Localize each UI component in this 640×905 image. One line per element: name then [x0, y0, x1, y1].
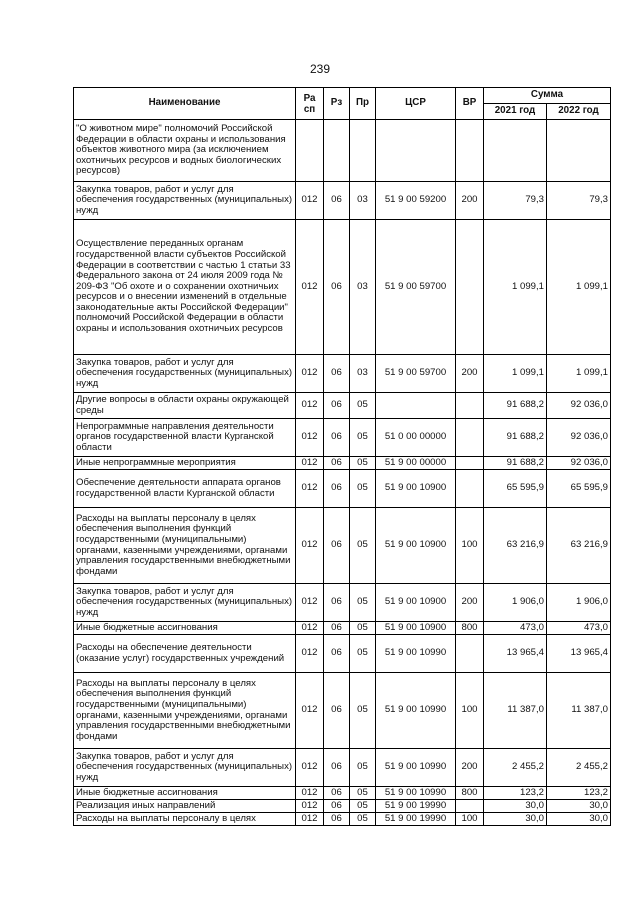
table-row [74, 220, 611, 355]
row-rasp: 012 [296, 470, 324, 508]
row-pr: 05 [350, 470, 376, 508]
row-sum-2021: 30,0 [484, 800, 547, 813]
row-sum-2022: 92 036,0 [547, 393, 611, 419]
row-name: Непрограммные направления деятельности органов государственной власти Курганской области [74, 419, 296, 457]
row-sum-2021: 2 455,2 [484, 749, 547, 787]
row-sum-2021: 473,0 [484, 622, 547, 635]
row-sum-2022 [547, 120, 611, 182]
row-rz: 06 [324, 182, 350, 220]
row-pr: 03 [350, 182, 376, 220]
row-name: Осуществление переданных органам государственной власти субъектов Российской Федерации в соответствии с частью 1 статьи 33 Федерального закона от 24 июля 2009 года № 209-ФЗ "Об охоте и о сохранении охотничьих ресурсов и о внесении изменений в отдельные законодательные акты Российской Федерации" полномочий Российской Федерации в области охраны и использования охотничьих ресурсов [74, 220, 296, 355]
row-csr: 51 0 00 00000 [376, 419, 456, 457]
row-name: Иные бюджетные ассигнования [74, 787, 296, 800]
row-name: Иные бюджетные ассигнования [74, 622, 296, 635]
table-row [74, 787, 611, 800]
row-sum-2021 [484, 120, 547, 182]
header-pr: Пр [350, 88, 376, 120]
row-rasp: 012 [296, 635, 324, 673]
row-vr [456, 220, 484, 355]
row-name: Закупка товаров, работ и услуг для обеспечения государственных (муниципальных) нужд [74, 749, 296, 787]
header-sum: Сумма [484, 88, 611, 104]
row-csr: 51 9 00 10990 [376, 673, 456, 749]
page-number: 239 [309, 62, 331, 76]
row-name: Расходы на выплаты персоналу в целях обеспечения выполнения функций государственными (муниципальными) органами, казенными учреждениями, органами управления государственными внебюджетными фондами [74, 508, 296, 584]
row-rasp: 012 [296, 355, 324, 393]
row-rasp: 012 [296, 584, 324, 622]
row-vr [456, 120, 484, 182]
row-name: Расходы на выплаты персоналу в целях [74, 813, 296, 826]
row-rasp: 012 [296, 393, 324, 419]
row-rasp: 012 [296, 182, 324, 220]
row-pr: 03 [350, 355, 376, 393]
row-pr: 05 [350, 393, 376, 419]
table-row [74, 120, 611, 182]
row-vr [456, 470, 484, 508]
row-csr [376, 393, 456, 419]
row-name: Обеспечение деятельности аппарата органов государственной власти Курганской области [74, 470, 296, 508]
row-rasp: 012 [296, 749, 324, 787]
row-vr: 100 [456, 508, 484, 584]
row-name: Иные непрограммные мероприятия [74, 457, 296, 470]
row-name: Закупка товаров, работ и услуг для обеспечения государственных (муниципальных) нужд [74, 182, 296, 220]
row-csr: 51 9 00 59700 [376, 355, 456, 393]
row-sum-2022: 2 455,2 [547, 749, 611, 787]
row-rasp: 012 [296, 457, 324, 470]
row-vr: 800 [456, 622, 484, 635]
row-csr: 51 9 00 59200 [376, 182, 456, 220]
row-sum-2021: 30,0 [484, 813, 547, 826]
budget-table [73, 87, 611, 826]
row-rz: 06 [324, 470, 350, 508]
row-rz: 06 [324, 393, 350, 419]
header-2021: 2021 год [484, 104, 547, 120]
row-sum-2022: 65 595,9 [547, 470, 611, 508]
row-sum-2021: 1 099,1 [484, 220, 547, 355]
header-vr: ВР [456, 88, 484, 120]
row-csr: 51 9 00 19990 [376, 800, 456, 813]
row-rz: 06 [324, 787, 350, 800]
row-pr: 05 [350, 508, 376, 584]
row-rasp: 012 [296, 220, 324, 355]
row-sum-2021: 91 688,2 [484, 457, 547, 470]
row-sum-2021: 79,3 [484, 182, 547, 220]
row-pr: 05 [350, 749, 376, 787]
row-pr: 05 [350, 457, 376, 470]
row-rasp: 012 [296, 787, 324, 800]
row-rz: 06 [324, 622, 350, 635]
row-rz: 06 [324, 635, 350, 673]
row-rz [324, 120, 350, 182]
row-rz: 06 [324, 419, 350, 457]
table-row [74, 182, 611, 220]
row-sum-2022: 1 099,1 [547, 220, 611, 355]
header-rz: Рз [324, 88, 350, 120]
row-sum-2022: 11 387,0 [547, 673, 611, 749]
row-pr [350, 120, 376, 182]
table-row [74, 584, 611, 622]
row-sum-2021: 63 216,9 [484, 508, 547, 584]
row-sum-2022: 30,0 [547, 800, 611, 813]
row-vr [456, 800, 484, 813]
table-row [74, 635, 611, 673]
row-sum-2021: 1 906,0 [484, 584, 547, 622]
row-sum-2022: 123,2 [547, 787, 611, 800]
header-name: Наименование [74, 88, 296, 120]
table-row [74, 622, 611, 635]
table-row [74, 813, 611, 826]
row-sum-2022: 92 036,0 [547, 419, 611, 457]
row-vr: 100 [456, 813, 484, 826]
row-rz: 06 [324, 800, 350, 813]
row-name: Закупка товаров, работ и услуг для обеспечения государственных (муниципальных) нужд [74, 584, 296, 622]
row-csr: 51 9 00 10900 [376, 584, 456, 622]
table-row [74, 749, 611, 787]
row-pr: 05 [350, 584, 376, 622]
row-rasp: 012 [296, 673, 324, 749]
row-csr: 51 9 00 10990 [376, 749, 456, 787]
table-row [74, 673, 611, 749]
row-rasp: 012 [296, 622, 324, 635]
row-csr: 51 9 00 19990 [376, 813, 456, 826]
row-rz: 06 [324, 355, 350, 393]
row-vr [456, 635, 484, 673]
header-2022: 2022 год [547, 104, 611, 120]
row-rz: 06 [324, 457, 350, 470]
row-sum-2022: 63 216,9 [547, 508, 611, 584]
row-sum-2022: 13 965,4 [547, 635, 611, 673]
row-vr: 800 [456, 787, 484, 800]
row-sum-2022: 1 099,1 [547, 355, 611, 393]
header-csr: ЦСР [376, 88, 456, 120]
row-vr [456, 419, 484, 457]
row-sum-2021: 1 099,1 [484, 355, 547, 393]
row-name: "О животном мире" полномочий Российской Федерации в области охраны и использования объектов животного мира (за исключением охотничьих ресурсов и водных биологических ресурсов) [74, 120, 296, 182]
row-sum-2022: 92 036,0 [547, 457, 611, 470]
row-rz: 06 [324, 813, 350, 826]
row-pr: 03 [350, 220, 376, 355]
row-sum-2022: 1 906,0 [547, 584, 611, 622]
row-pr: 05 [350, 813, 376, 826]
row-vr: 200 [456, 584, 484, 622]
row-rz: 06 [324, 584, 350, 622]
row-pr: 05 [350, 622, 376, 635]
row-sum-2021: 65 595,9 [484, 470, 547, 508]
row-sum-2022: 79,3 [547, 182, 611, 220]
table-row [74, 419, 611, 457]
row-pr: 05 [350, 787, 376, 800]
row-rz: 06 [324, 673, 350, 749]
row-pr: 05 [350, 635, 376, 673]
row-name: Закупка товаров, работ и услуг для обеспечения государственных (муниципальных) нужд [74, 355, 296, 393]
row-vr [456, 393, 484, 419]
row-csr: 51 9 00 10900 [376, 470, 456, 508]
table-row [74, 393, 611, 419]
row-csr: 51 9 00 00000 [376, 457, 456, 470]
header-row-1 [74, 88, 611, 104]
header-rasp: Ра сп [296, 88, 324, 120]
row-pr: 05 [350, 419, 376, 457]
row-sum-2022: 473,0 [547, 622, 611, 635]
row-csr: 51 9 00 10990 [376, 787, 456, 800]
row-sum-2021: 11 387,0 [484, 673, 547, 749]
row-sum-2021: 91 688,2 [484, 419, 547, 457]
row-sum-2021: 91 688,2 [484, 393, 547, 419]
row-sum-2021: 123,2 [484, 787, 547, 800]
table-row [74, 470, 611, 508]
table-row [74, 800, 611, 813]
row-name: Другие вопросы в области охраны окружающей среды [74, 393, 296, 419]
row-csr: 51 9 00 10990 [376, 635, 456, 673]
row-rasp [296, 120, 324, 182]
row-name: Расходы на выплаты персоналу в целях обеспечения выполнения функций государственными (муниципальными) органами, казенными учреждениями, органами управления государственными внебюджетными фондами [74, 673, 296, 749]
row-csr: 51 9 00 10900 [376, 622, 456, 635]
table-row [74, 457, 611, 470]
row-csr [376, 120, 456, 182]
row-rz: 06 [324, 749, 350, 787]
row-rasp: 012 [296, 508, 324, 584]
row-vr: 200 [456, 749, 484, 787]
row-vr: 100 [456, 673, 484, 749]
row-name: Расходы на обеспечение деятельности (оказание услуг) государственных учреждений [74, 635, 296, 673]
row-vr [456, 457, 484, 470]
row-rasp: 012 [296, 419, 324, 457]
table-row [74, 355, 611, 393]
table-row [74, 508, 611, 584]
row-rasp: 012 [296, 813, 324, 826]
row-rz: 06 [324, 220, 350, 355]
row-vr: 200 [456, 355, 484, 393]
row-csr: 51 9 00 10900 [376, 508, 456, 584]
row-name: Реализация иных направлений [74, 800, 296, 813]
row-pr: 05 [350, 800, 376, 813]
row-rz: 06 [324, 508, 350, 584]
row-rasp: 012 [296, 800, 324, 813]
row-sum-2021: 13 965,4 [484, 635, 547, 673]
row-sum-2022: 30,0 [547, 813, 611, 826]
row-vr: 200 [456, 182, 484, 220]
row-csr: 51 9 00 59700 [376, 220, 456, 355]
row-pr: 05 [350, 673, 376, 749]
